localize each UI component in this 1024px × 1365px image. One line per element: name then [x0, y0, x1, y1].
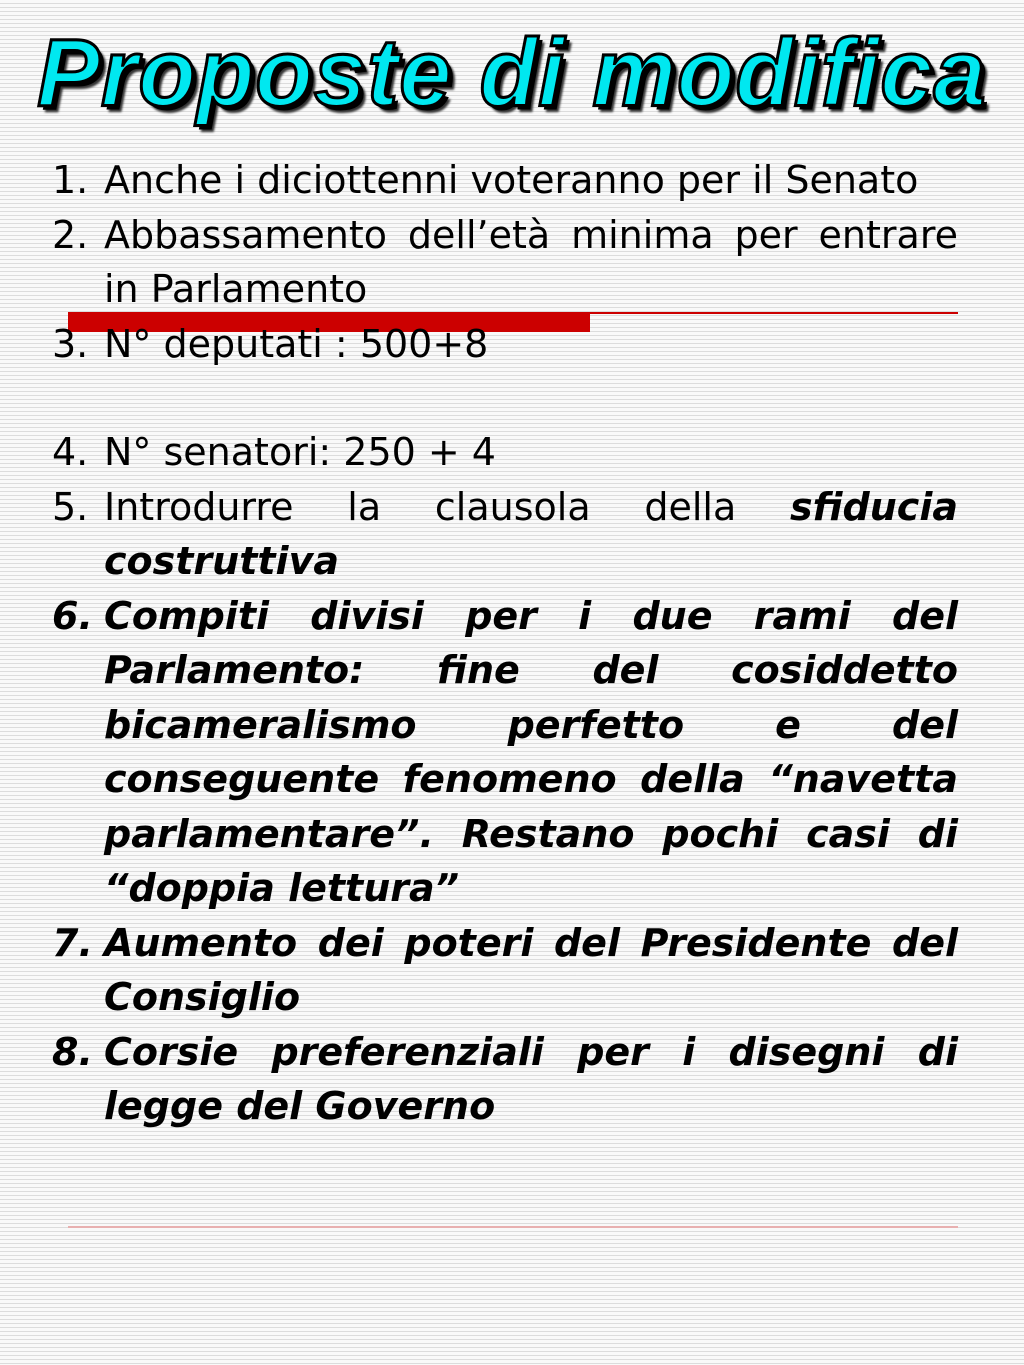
item-text-emphasis: sfiducia costruttiva [104, 484, 958, 583]
item-text: Corsie preferenziali per i disegni di legge del Governo [104, 1029, 958, 1128]
item-text: Aumento dei poteri del Presidente del Consiglio [104, 920, 958, 1019]
bottom-rule [68, 1226, 958, 1228]
item-number: 1. [52, 158, 89, 202]
item-number: 4. [52, 430, 89, 474]
list-item-3 [52, 317, 958, 372]
item-number: 8. [52, 1029, 93, 1074]
item-text: N° deputati : 500+8 [104, 321, 489, 366]
item-text: Abbassamento dell’età minima per entrare in Parlamento [104, 212, 958, 311]
item-text [104, 480, 958, 589]
item-number: 2. [52, 212, 89, 257]
item-text: Anche i diciottenni voteranno per il Senato [104, 158, 919, 202]
slide-title: Proposte di modifica [37, 18, 987, 127]
list-item-5 [52, 480, 958, 589]
list-item-8 [52, 1025, 958, 1134]
item-text-plain: Introdurre la clausola della [104, 484, 791, 529]
item-number: 3. [52, 321, 89, 366]
list-item-6 [52, 589, 958, 916]
item-number: 5. [52, 484, 89, 529]
list-item-2 [52, 208, 958, 317]
item-number: 7. [52, 920, 93, 965]
item-number: 6. [52, 593, 93, 638]
list-item-7 [52, 916, 958, 1025]
proposals-list [52, 153, 958, 1134]
item-text: N° senatori: 250 + 4 [104, 430, 496, 474]
list-item-4 [52, 425, 958, 480]
list-item-1 [52, 153, 958, 208]
item-text: Compiti divisi per i due rami del Parlamento: fine del cosiddetto bicameralismo perfetto e del conseguente fenomeno della “navetta parlamentare”. Restano pochi casi di “doppia lettura” [104, 593, 958, 910]
